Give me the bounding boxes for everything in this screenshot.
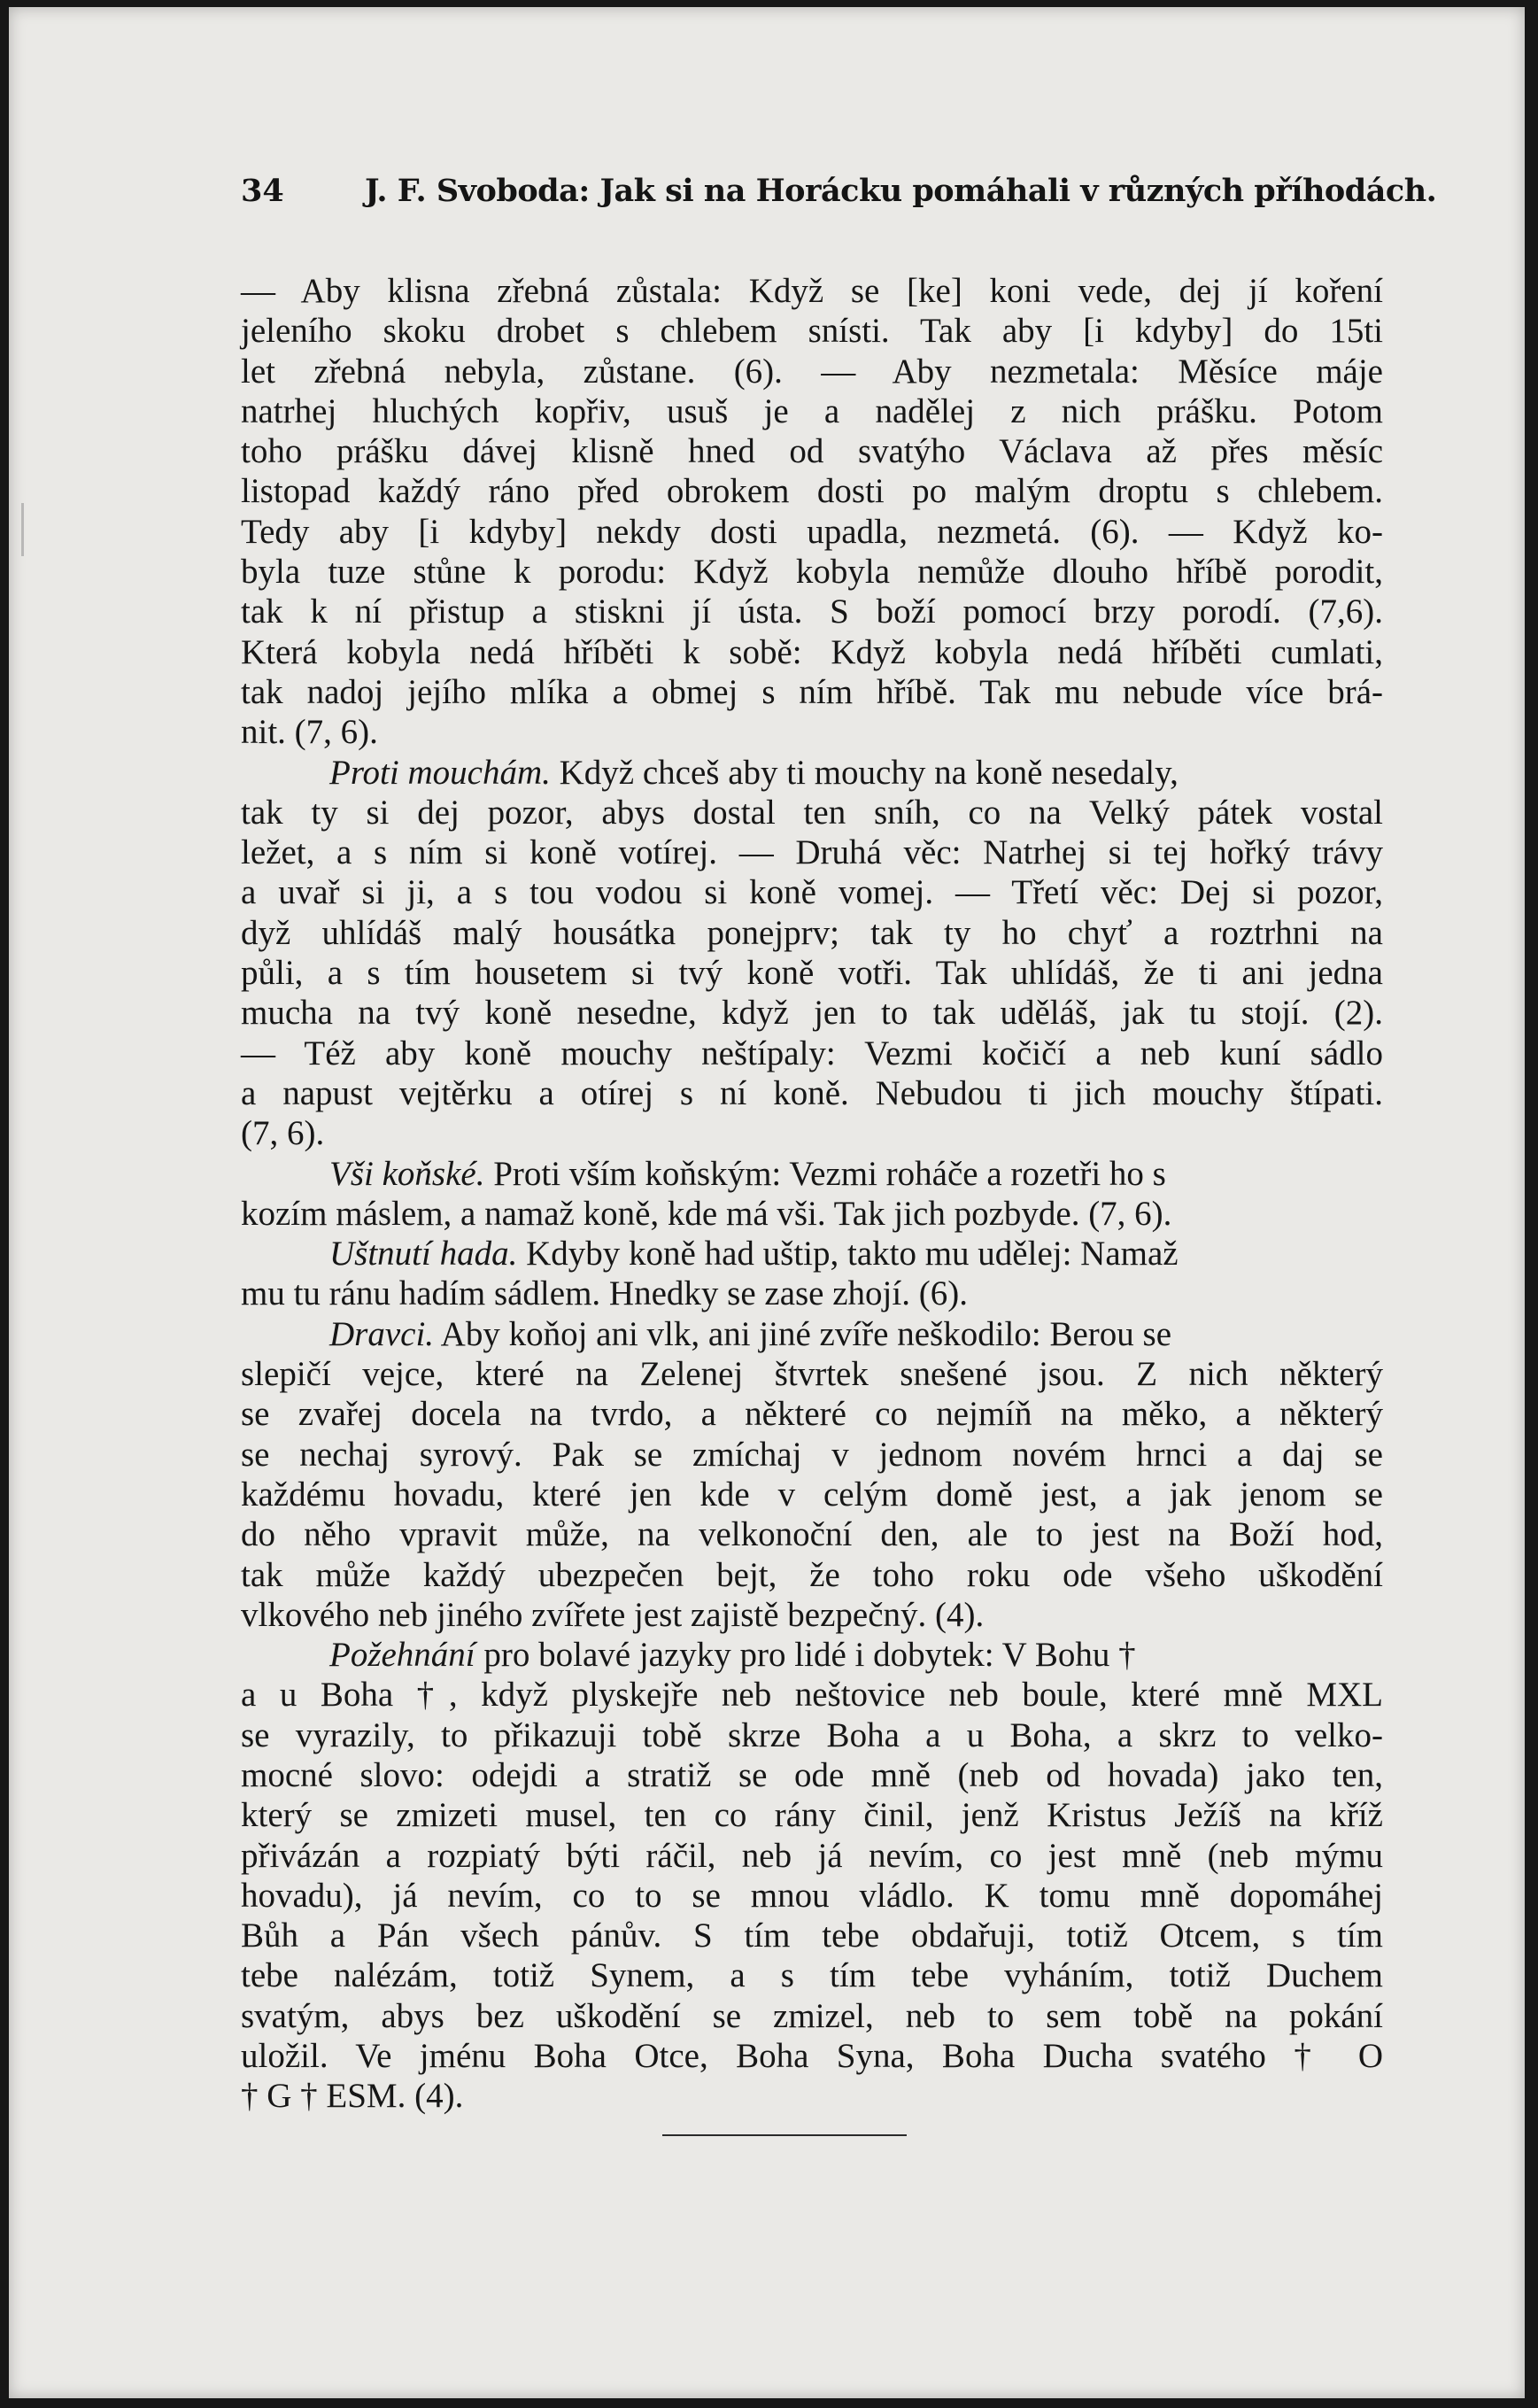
text-line: tak může každý ubezpečen bejt, že toho roku ode všeho uškodění — [241, 1555, 1383, 1594]
section-heading: Vši koňské. — [329, 1154, 485, 1193]
text-line: svatým, abys bez uškodění se zmizel, neb to sem tobě na pokání — [241, 1996, 1383, 2035]
running-title: J. F. Svoboda: Jak si na Horácku pomáhali v různých příhodách. — [365, 173, 1437, 209]
text-line: Která kobyla nedá hříběti k sobě: Když kobyla nedá hříběti cumlati, — [241, 632, 1383, 671]
section-heading: Proti mouchám. — [329, 753, 551, 792]
line-text: Proti vším koňským: Vezmi roháče a rozetři ho s — [484, 1154, 1166, 1193]
text-line: se zvařej docela na tvrdo, a některé co nejmíň na měko, a některý — [241, 1395, 1383, 1434]
text-line — [241, 1314, 1383, 1354]
text-line: — Též aby koně mouchy neštípaly: Vezmi kočičí a neb kuní sádlo — [241, 1034, 1383, 1072]
page-crease-mark — [21, 503, 24, 556]
text-line: slepičí vejce, které na Zelenej štvrtek snešené jsou. Z nich některý — [241, 1355, 1383, 1394]
text-line: † G † ESM. (4). — [241, 2077, 464, 2116]
text-line: uložil. Ve jménu Boha Otce, Boha Syna, Boha Ducha svatého † O — [241, 2037, 1383, 2076]
text-line: ležet, a s ním si koně votírej. — Druhá věc: Natrhej si tej hořký trávy — [241, 833, 1383, 872]
text-line: mucha na tvý koně nesedne, když jen to tak uděláš, jak tu stojí. (2). — [241, 994, 1383, 1033]
line-text: Aby koňoj ani vlk, ani jiné zvíře neškodilo: Berou se — [434, 1314, 1172, 1353]
text-line: se vyrazily, to přikazuji tobě skrze Boha a u Boha, a skrz to velko- — [241, 1715, 1383, 1754]
section-heading: Uštnutí hada. — [329, 1235, 518, 1274]
text-line: Tedy aby [i kdyby] nekdy dosti upadla, nezmetá. (6). — Když ko- — [241, 512, 1383, 551]
text-line: mu tu ránu hadím sádlem. Hnedky se zase zhojí. (6). — [241, 1274, 968, 1313]
text-line: jeleního skoku drobet s chlebem snísti. Tak aby [i kdyby] do 15ti — [241, 312, 1383, 351]
section-heading: Požehnání — [329, 1636, 475, 1675]
text-line: tak k ní přistup a stiskni jí ústa. S boží pomocí brzy porodí. (7,6). — [241, 592, 1383, 631]
text-line: půli, a s tím housetem si tvý koně votři. Tak uhlídáš, že ti ani jedna — [241, 954, 1383, 993]
line-text: Kdyby koně had uštip, takto mu udělej: Namaž — [517, 1235, 1179, 1274]
text-line: který se zmizeti musel, ten co rány činil, jenž Kristus Ježíš na kříž — [241, 1796, 1383, 1835]
line-text: pro bolavé jazyky pro lidé i dobytek: V Bohu † — [475, 1636, 1136, 1675]
text-line: nit. (7, 6). — [241, 713, 378, 752]
text-line: a uvař si ji, a s tou vodou si koně vomej. — Třetí věc: Dej si pozor, — [241, 873, 1383, 912]
text-line: tak ty si dej pozor, abys dostal ten sníh, co na Velký pátek vostal — [241, 793, 1383, 832]
text-line: a u Boha †, když plyskejře neb neštovice neb boule, které mně MXL — [241, 1676, 1383, 1715]
text-line — [241, 1635, 1383, 1675]
text-line: natrhej hluchých kopřiv, usuš je a nadělej z nich prášku. Potom — [241, 391, 1383, 430]
text-line: a napust vejtěrku a otírej s ní koně. Nebudou ti jich mouchy štípati. — [241, 1073, 1383, 1112]
text-line — [241, 1154, 1383, 1194]
text-line: byla tuze stůne k porodu: Když kobyla nemůže dlouho hříbě porodit, — [241, 553, 1383, 592]
text-line: listopad každý ráno před obrokem dosti po malým droptu s chlebem. — [241, 472, 1383, 511]
text-line: tak nadoj jejího mlíka a obmej s ním hříbě. Tak mu nebude více brá- — [241, 672, 1383, 711]
body-text — [241, 271, 1383, 2117]
text-line: Bůh a Pán všech pánův. S tím tebe obdařuji, totiž Otcem, s tím — [241, 1916, 1383, 1955]
text-line: — Aby klisna zřebná zůstala: Když se [ke] koni vede, dej jí koření — [241, 272, 1383, 310]
text-line: tebe nalézám, totiž Synem, a s tím tebe vyháním, totiž Duchem — [241, 1956, 1383, 1995]
text-line: do něho vpravit může, na velkonoční den, ale to jest na Boží hod, — [241, 1515, 1383, 1554]
text-line: přivázán a rozpiatý býti ráčil, neb já nevím, co jest mně (neb mýmu — [241, 1836, 1383, 1875]
line-text: Když chceš aby ti mouchy na koně nesedaly, — [550, 753, 1179, 792]
text-line: toho prášku dávej klisně hned od svatýho Václava až přes měsíc — [241, 432, 1383, 471]
text-line: se nechaj syrový. Pak se zmíchaj v jednom novém hrnci a daj se — [241, 1435, 1383, 1474]
text-line: (7, 6). — [241, 1114, 325, 1153]
text-line: každému hovadu, které jen kde v celým domě jest, a jak jenom se — [241, 1475, 1383, 1514]
page-number: 34 — [241, 173, 284, 209]
text-line: let zřebná nebyla, zůstane. (6). — Aby nezmetala: Měsíce máje — [241, 352, 1383, 391]
text-line — [241, 753, 1383, 793]
text-line: kozím máslem, a namaž koně, kde má vši. Tak jich pozbyde. (7, 6). — [241, 1194, 1172, 1233]
text-line: vlkového neb jiného zvířete jest zajistě bezpečný. (4). — [241, 1595, 985, 1634]
end-rule — [662, 2134, 907, 2136]
section-heading: Dravci. — [329, 1314, 435, 1353]
text-line — [241, 1234, 1383, 1274]
text-line: hovadu), já nevím, co to se mnou vládlo. K tomu mně dopomáhej — [241, 1876, 1383, 1915]
text-line: mocné slovo: odejdi a stratiž se ode mně (neb od hovada) jako ten, — [241, 1755, 1383, 1794]
text-line: dyž uhlídáš malý housátka ponejprv; tak ty ho chyť a roztrhni na — [241, 913, 1383, 952]
